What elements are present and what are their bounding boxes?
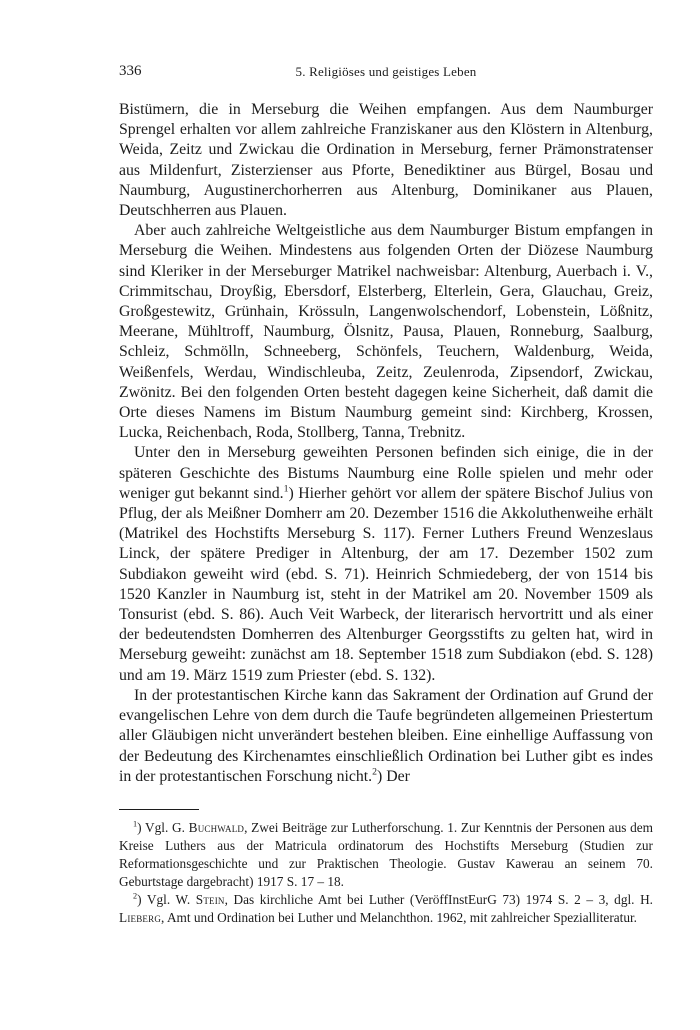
body-text: [119, 100, 653, 787]
running-head: 5. Religiöses und geistiges Leben: [295, 64, 477, 79]
page-header: [119, 63, 653, 85]
footnote-1: [119, 819, 653, 891]
footnote-1-marker: 1: [133, 819, 138, 829]
paragraph-4-text-cont: ) Der: [377, 767, 410, 785]
footnote-2-author: Stein: [195, 892, 225, 907]
paragraph-3-text: Unter den in Merseburg geweihten Personen befinden sich einige, die in der späteren Geschichte des Bistums Naumburg eine Rolle spielen und mehr oder weniger gut bekannt sind.: [119, 444, 653, 502]
footnote-divider: [119, 809, 199, 810]
footnotes: [119, 819, 653, 927]
footnote-2-text: , Das kirchliche Amt bei Luther (VeröffInstEurG 73) 1974 S. 2 – 3, dgl. H.: [224, 892, 654, 907]
footnote-ref-2: 2: [372, 766, 378, 778]
footnote-ref-1: 1: [283, 483, 289, 495]
paragraph-3: [119, 443, 653, 685]
paragraph-2: Aber auch zahlreiche Weltgeistliche aus dem Naumburger Bistum empfangen in Merseburg die Weihen. Mindestens aus folgenden Orten der Diözese Naumburg sind Kleriker in der Merseburger Matrikel nachweisbar: Altenburg, Auerbach i. V., Crimmitschau, Droyßig, Ebersdorf, Elsterberg, Elterlein, Gera, Glauchau, Greiz, Großgestewitz, Grünhain, Krössuln, Langenwolschendorf, Lobenstein, Lößnitz, Meerane, Mühltroff, Naumburg, Ölsnitz, Pausa, Plauen, Ronneburg, Saalburg, Schleiz, Schmölln, Schneeberg, Schönfels, Teuchern, Waldenburg, Weida, Weißenfels, Werdau, Windischleuba, Zeitz, Zeulenroda, Zipsendorf, Zwickau, Zwönitz. Bei den folgenden Orten besteht dagegen keine Sicherheit, daß damit die Orte dieses Namens im Bistum Naumburg gemeint sind: Kirchberg, Krossen, Lucka, Reichenbach, Roda, Stollberg, Tanna, Trebnitz.: [119, 222, 653, 442]
footnote-2-pre: ) Vgl. W.: [137, 892, 196, 907]
footnote-2-text-2: , Amt und Ordination bei Luther und Melanchthon. 1962, mit zahlreicher Spezialliteratur.: [161, 910, 638, 925]
paragraph-1: Bistümern, die in Merseburg die Weihen empfangen. Aus dem Naumburger Sprengel erhalten vor allem zahlreiche Franziskaner aus den Klöstern in Altenburg, Weida, Zeitz und Zwickau die Ordination in Merseburg, ferner Prämonstratenser aus Mildenfurt, Zisterzienser aus Pforte, Benediktiner aus Bürgel, Bosau und Naumburg, Augustinerchorherren aus Altenburg, Dominikaner aus Plauen, Deutschherren aus Plauen.: [119, 101, 653, 220]
page-number: 336: [119, 63, 142, 79]
paragraph-3-text-cont: ) Hierher gehört vor allem der spätere Bischof Julius von Pflug, der als Meißner Domherr am 20. Dezember 1516 die Akkoluthenweihe erhält (Matrikel des Hochstifts Merseburg S. 117). Ferner Luthers Freund Wenzeslaus Linck, der spätere Prediger in Altenburg, der am 17. Dezember 1502 zum Subdiakon geweiht wird (ebd. S. 71). Heinrich Schmiedeberg, der von 1514 bis 1520 Kanzler in Naumburg ist, steht in der Matrikel am 20. November 1509 als Tonsurist (ebd. S. 86). Auch Veit Warbeck, der literarisch hervortritt und als einer der bedeutendsten Domherren des Altenburger Georgsstifts zu gelten hat, wird in Merseburg geweiht: zunächst am 18. September 1518 zum Subdiakon (ebd. S. 128) und am 19. März 1519 zum Priester (ebd. S. 132).: [119, 484, 653, 684]
paragraph-4-text: In der protestantischen Kirche kann das Sakrament der Ordination auf Grund der evangelischen Lehre von dem durch die Taufe begründeten allgemeinen Priestertum aller Gläubigen nicht unverändert bestehen bleiben. Eine einhellige Auffassung von der Bedeutung des Kirchenamtes einschließlich Ordination bei Luther gibt es indes in der protestantischen Forschung nicht.: [119, 686, 653, 785]
footnote-2-author-2: Lieberg: [119, 910, 162, 925]
footnote-1-text: , Zwei Beiträge zur Lutherforschung. 1. Zur Kenntnis der Personen aus dem Kreise Luthers aus der Matricula ordinatorum des Hochstifts Merseburg (Studien zur Reformationsgeschichte und zur Praktischen Theologie. Gustav Kawerau an seinem 70. Geburtstage dargebracht) 1917 S. 17 – 18.: [119, 820, 654, 889]
paragraph-4: [119, 686, 653, 787]
footnote-2-marker: 2: [133, 891, 138, 901]
footnote-1-author: Buchwald: [188, 820, 245, 835]
footnote-1-pre: ) Vgl. G.: [137, 820, 189, 835]
footnote-2: [119, 891, 653, 927]
